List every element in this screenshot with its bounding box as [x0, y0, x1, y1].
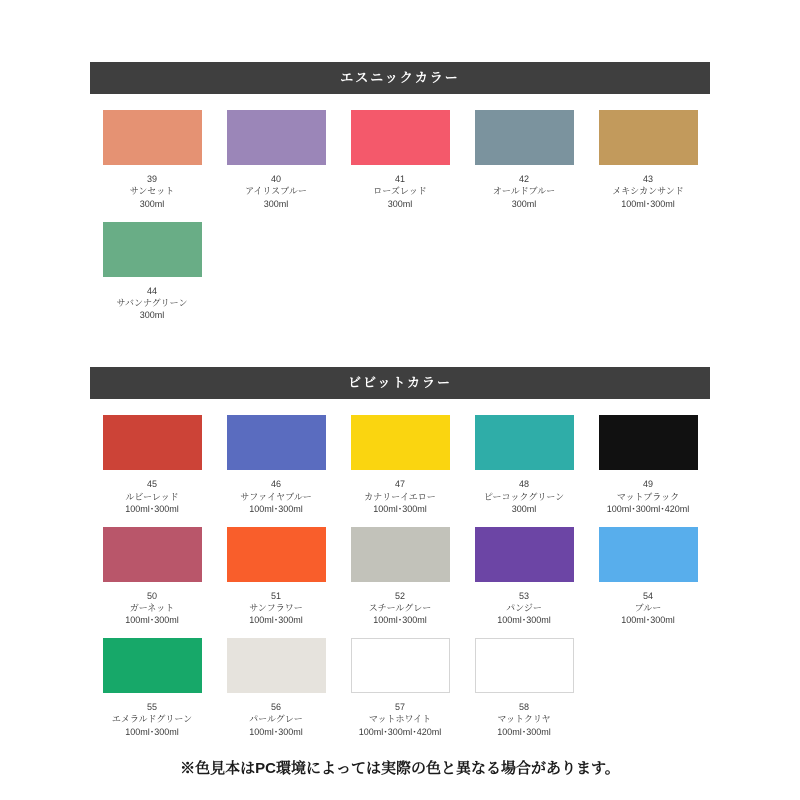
swatch-item[interactable] — [90, 222, 214, 321]
swatch-name: マットホワイト — [368, 714, 432, 725]
swatch-name: パンジー — [506, 603, 542, 613]
swatch-name: オールドブルー — [492, 186, 556, 197]
swatch-volume: 100ml･300ml — [373, 615, 427, 626]
swatch-volume: 100ml･300ml — [249, 503, 303, 514]
swatch-volume: 300ml — [139, 198, 165, 209]
swatch-volume: 300ml — [511, 198, 537, 209]
section-ethnic-header-wrap — [90, 62, 710, 94]
swatch-volume: 300ml — [139, 310, 165, 320]
swatch-item[interactable] — [90, 110, 214, 209]
swatch-number: 54 — [642, 590, 653, 601]
swatch-name: サファイヤブルー — [240, 491, 312, 502]
swatch-item[interactable] — [586, 110, 710, 209]
swatch-color-chip[interactable] — [475, 110, 574, 165]
swatch-volume: 100ml･300ml — [621, 615, 675, 626]
swatch-name: ローズレッド — [373, 186, 427, 197]
swatch-number: 52 — [394, 590, 405, 601]
swatch-volume: 100ml･300ml — [249, 615, 303, 626]
swatch-number: 44 — [146, 285, 157, 296]
swatch-number: 55 — [146, 702, 157, 713]
swatch-item[interactable] — [214, 415, 338, 514]
swatch-name: スチールグレー — [368, 603, 432, 613]
swatch-item[interactable] — [214, 110, 338, 209]
swatch-volume: 100ml･300ml — [125, 503, 179, 514]
swatch-name: マットクリヤ — [497, 714, 551, 725]
swatch-volume: 100ml･300ml — [621, 198, 675, 209]
swatch-item[interactable] — [338, 527, 462, 626]
swatch-item[interactable] — [462, 527, 586, 626]
swatch-volume: 100ml･300ml･420ml — [606, 503, 690, 514]
swatch-number: 41 — [394, 174, 405, 185]
swatch-color-chip[interactable] — [103, 110, 202, 165]
swatch-color-chip[interactable] — [227, 110, 326, 165]
swatch-color-chip[interactable] — [227, 415, 326, 470]
section-title-ethnic: エスニックカラー — [90, 62, 710, 94]
swatch-item[interactable] — [338, 415, 462, 514]
swatch-name: サンフラワー — [249, 603, 303, 613]
swatch-number: 48 — [518, 479, 529, 490]
swatch-name: ブルー — [634, 603, 662, 613]
swatch-name: サバンナグリーン — [116, 297, 188, 308]
swatch-item[interactable] — [586, 415, 710, 514]
swatch-volume: 300ml — [387, 198, 413, 209]
swatch-number: 50 — [146, 590, 157, 601]
swatch-color-chip[interactable] — [599, 527, 698, 582]
swatch-item[interactable] — [214, 638, 338, 737]
swatch-number: 56 — [270, 702, 281, 713]
swatch-name: ピーコックグリーン — [483, 491, 565, 502]
swatch-color-chip[interactable] — [475, 527, 574, 582]
swatch-name: パールグレー — [249, 714, 303, 725]
swatch-color-chip[interactable] — [227, 527, 326, 582]
swatch-color-chip[interactable] — [103, 638, 202, 693]
swatch-item[interactable] — [338, 110, 462, 209]
swatch-volume: 100ml･300ml･420ml — [358, 726, 442, 737]
swatch-number: 51 — [270, 590, 281, 601]
swatch-item[interactable] — [462, 415, 586, 514]
section-ethnic-colors — [0, 0, 800, 333]
swatch-item[interactable] — [462, 110, 586, 209]
swatch-color-chip[interactable] — [103, 415, 202, 470]
swatch-number: 46 — [270, 479, 281, 490]
swatch-volume: 100ml･300ml — [125, 615, 179, 626]
swatch-color-chip[interactable] — [351, 415, 450, 470]
swatch-number: 43 — [642, 174, 653, 185]
swatch-volume: 100ml･300ml — [125, 726, 179, 737]
swatch-item[interactable] — [90, 638, 214, 737]
swatch-number: 53 — [518, 590, 529, 601]
swatch-number: 39 — [146, 174, 157, 185]
swatch-color-chip[interactable] — [103, 222, 202, 277]
swatch-color-chip[interactable] — [475, 638, 574, 693]
swatch-name: ルビーレッド — [125, 491, 179, 502]
swatch-color-chip[interactable] — [475, 415, 574, 470]
swatch-item[interactable] — [462, 638, 586, 737]
footnote-text: ※色見本はPC環境によっては実際の色と異なる場合があります。 — [180, 760, 620, 777]
swatch-number: 42 — [518, 174, 529, 185]
swatch-color-chip[interactable] — [351, 110, 450, 165]
swatch-color-chip[interactable] — [227, 638, 326, 693]
swatch-name: カナリーイエロー — [364, 491, 436, 502]
swatch-name: メキシカンサンド — [612, 186, 684, 197]
swatch-name: アイリスブルー — [245, 186, 307, 197]
section-title-vivid: ビビットカラー — [90, 367, 710, 399]
swatch-item[interactable] — [338, 638, 462, 737]
swatch-name: マットブラック — [616, 491, 680, 502]
swatch-item[interactable] — [586, 527, 710, 626]
swatch-grid-vivid — [90, 399, 710, 749]
swatch-name: サンセット — [129, 186, 175, 197]
swatch-number: 47 — [394, 479, 405, 490]
swatch-color-chip[interactable] — [351, 638, 450, 693]
swatch-color-chip[interactable] — [103, 527, 202, 582]
swatch-volume: 100ml･300ml — [497, 615, 551, 626]
swatch-item[interactable] — [90, 415, 214, 514]
swatch-number: 40 — [270, 174, 281, 185]
swatch-color-chip[interactable] — [599, 110, 698, 165]
swatch-volume: 100ml･300ml — [497, 726, 551, 737]
swatch-volume: 100ml･300ml — [249, 726, 303, 737]
swatch-volume: 100ml･300ml — [373, 503, 427, 514]
swatch-number: 57 — [394, 702, 405, 713]
section-vivid-header-wrap — [90, 367, 710, 399]
swatch-item[interactable] — [90, 527, 214, 626]
swatch-number: 58 — [518, 702, 529, 713]
swatch-grid-ethnic — [90, 94, 710, 333]
swatch-name: ガーネット — [129, 603, 175, 613]
swatch-name: エメラルドグリーン — [111, 714, 193, 725]
section-vivid-colors — [0, 333, 800, 750]
swatch-volume: 300ml — [511, 503, 537, 514]
swatch-volume: 300ml — [263, 198, 289, 209]
swatch-number: 49 — [642, 479, 653, 490]
swatch-item[interactable] — [214, 527, 338, 626]
swatch-color-chip[interactable] — [599, 415, 698, 470]
swatch-number: 45 — [146, 479, 157, 490]
swatch-color-chip[interactable] — [351, 527, 450, 582]
